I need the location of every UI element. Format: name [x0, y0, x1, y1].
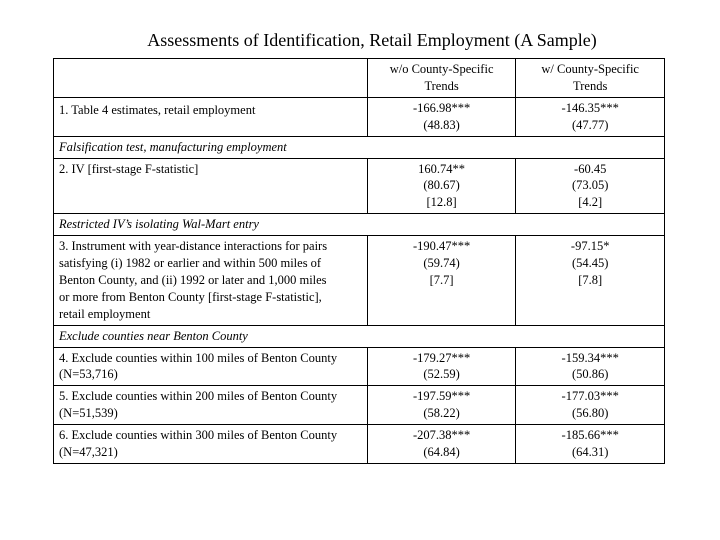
std-error: (59.74)	[423, 256, 460, 270]
estimate: -166.98***	[412, 100, 471, 115]
header-text: Trends	[424, 78, 459, 93]
section-heading: Exclude counties near Benton County	[54, 325, 665, 347]
estimate: -177.03***	[561, 389, 619, 404]
section-row	[54, 325, 665, 347]
label-line: or more from Benton County [first-stage F-statistic],	[59, 289, 322, 304]
estimate: -207.38***	[412, 428, 471, 442]
value-cell	[516, 158, 665, 214]
row-label	[54, 386, 368, 425]
label-line: (N=53,716)	[59, 367, 118, 382]
row-label	[54, 347, 368, 386]
estimate: -97.15*	[570, 239, 610, 254]
label-line: satisfying (i) 1982 or earlier and within 500 miles of	[59, 256, 322, 270]
header-text: w/o County-Specific	[389, 62, 494, 76]
header-col-with-trends	[516, 59, 665, 98]
estimate: -146.35***	[561, 100, 619, 115]
row-label	[54, 158, 368, 214]
row-label	[54, 236, 368, 325]
f-statistic: [4.2]	[578, 195, 603, 210]
f-statistic: [7.7]	[429, 272, 454, 287]
std-error: (64.31)	[571, 444, 609, 459]
std-error: (73.05)	[571, 178, 609, 193]
label-line: 3. Instrument with year-distance interactions for pairs	[59, 239, 328, 254]
table-row	[54, 347, 665, 386]
estimate: -190.47***	[412, 239, 471, 254]
std-error: (54.45)	[571, 256, 609, 270]
estimate: 160.74**	[418, 161, 466, 176]
value-cell	[516, 386, 665, 425]
row-label	[54, 425, 368, 464]
label-line: (N=47,321)	[59, 444, 118, 459]
value-cell	[516, 97, 665, 136]
table-row	[54, 158, 665, 214]
table-header-row	[54, 59, 665, 98]
row-label	[54, 97, 368, 136]
value-cell	[516, 347, 665, 386]
estimate: -60.45	[574, 161, 607, 176]
results-table	[53, 58, 665, 464]
value-cell	[367, 97, 516, 136]
section-row	[54, 214, 665, 236]
header-text: Trends	[573, 78, 608, 93]
section-heading: Falsification test, manufacturing employment	[54, 136, 665, 158]
label-line: retail employment	[59, 306, 151, 321]
header-blank-cell	[54, 59, 368, 98]
std-error: (47.77)	[571, 117, 609, 132]
std-error: (56.80)	[571, 406, 609, 421]
std-error: (58.22)	[423, 406, 460, 421]
estimate: -159.34***	[561, 350, 619, 365]
label-line: 2. IV [first-stage F-statistic]	[59, 161, 199, 176]
label-line: 5. Exclude counties within 200 miles of Benton County	[59, 389, 338, 404]
label-line: 6. Exclude counties within 300 miles of Benton County	[59, 428, 338, 442]
header-col-without-trends	[367, 59, 516, 98]
value-cell	[516, 425, 665, 464]
value-cell	[367, 386, 516, 425]
std-error: (50.86)	[571, 367, 609, 382]
value-cell	[367, 347, 516, 386]
f-statistic: [12.8]	[426, 195, 457, 210]
value-cell	[367, 236, 516, 325]
table-row	[54, 236, 665, 325]
section-heading: Restricted IV’s isolating Wal-Mart entry	[54, 214, 665, 236]
estimate: -185.66***	[561, 428, 619, 442]
estimate: -197.59***	[412, 389, 471, 404]
value-cell	[516, 236, 665, 325]
value-cell	[367, 158, 516, 214]
estimate: -179.27***	[412, 350, 471, 365]
label-line: (N=51,539)	[59, 406, 118, 421]
section-row	[54, 136, 665, 158]
table-row	[54, 425, 665, 464]
f-statistic: [7.8]	[578, 272, 603, 287]
value-cell	[367, 425, 516, 464]
std-error: (48.83)	[423, 117, 460, 132]
label-line: Benton County, and (ii) 1992 or later and 1,000 miles	[59, 272, 327, 287]
header-text: w/ County-Specific	[541, 62, 639, 76]
page-title: Assessments of Identification, Retail Employment (A Sample)	[147, 30, 597, 50]
std-error: (80.67)	[423, 178, 460, 193]
table-row	[54, 97, 665, 136]
label-line: 1. Table 4 estimates, retail employment	[59, 102, 256, 117]
std-error: (52.59)	[423, 367, 460, 382]
table-row	[54, 386, 665, 425]
label-line: 4. Exclude counties within 100 miles of Benton County	[59, 350, 338, 365]
std-error: (64.84)	[423, 444, 460, 459]
